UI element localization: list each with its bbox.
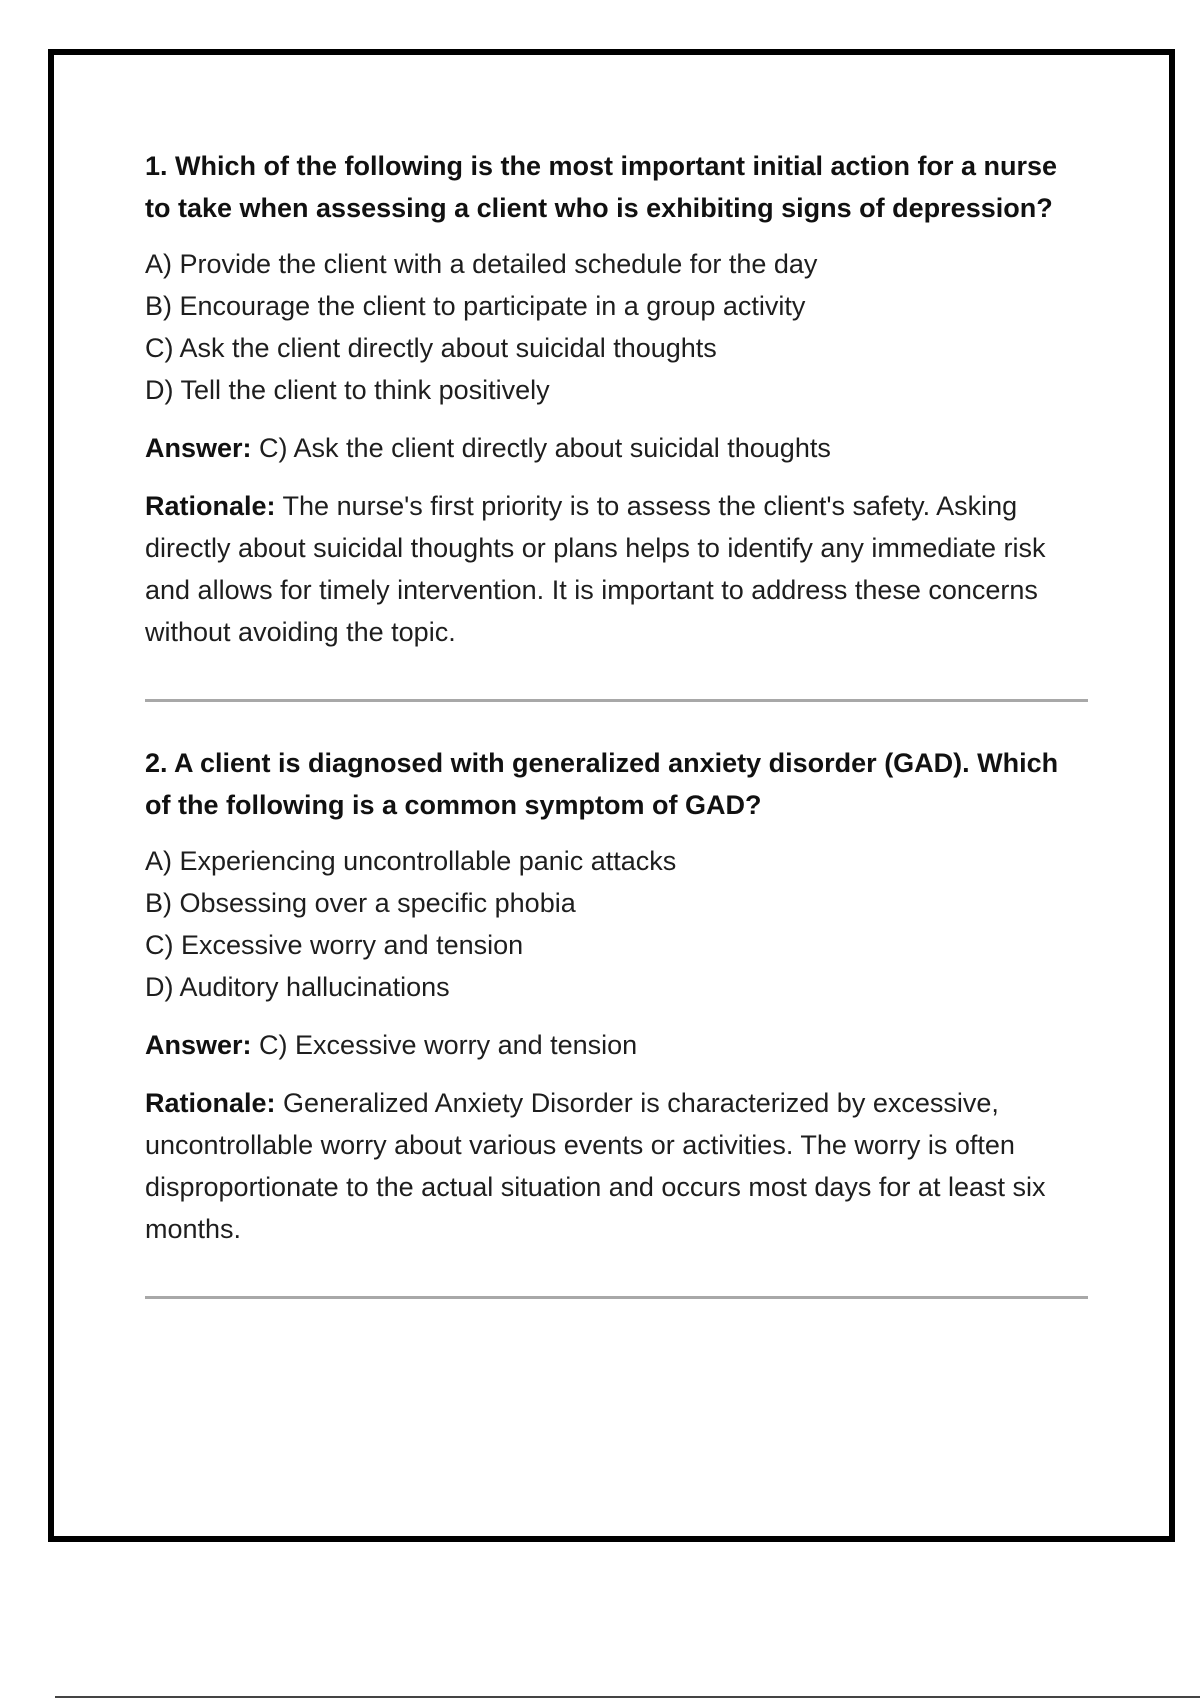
- rationale-label: Rationale:: [145, 491, 276, 521]
- option-a: A) Provide the client with a detailed schedule for the day: [145, 249, 818, 279]
- option-c: C) Excessive worry and tension: [145, 930, 524, 960]
- option-b: B) Obsessing over a specific phobia: [145, 888, 576, 918]
- section-divider: [145, 699, 1088, 702]
- answer-line: [145, 1024, 1090, 1066]
- answer-label: Answer:: [145, 1030, 252, 1060]
- option-b: B) Encourage the client to participate in a group activity: [145, 291, 806, 321]
- answer-line: [145, 427, 1090, 469]
- rationale-label: Rationale:: [145, 1088, 276, 1118]
- rationale-paragraph: [145, 1082, 1090, 1250]
- question-block-2: [145, 742, 1090, 1250]
- option-list: [145, 840, 1090, 1008]
- section-divider: [145, 1296, 1088, 1299]
- rationale-text: The nurse's first priority is to assess the client's safety. Asking directly about suicidal thoughts or plans helps to identify any immediate risk and allows for timely intervention. It is important to address these concerns without avoiding the topic.: [145, 491, 1046, 647]
- option-c: C) Ask the client directly about suicidal thoughts: [145, 333, 717, 363]
- answer-label: Answer:: [145, 433, 252, 463]
- question-block-1: [145, 145, 1090, 653]
- answer-text: C) Excessive worry and tension: [259, 1030, 638, 1060]
- option-list: [145, 243, 1090, 411]
- footer-rule: [55, 1696, 1200, 1698]
- rationale-text: Generalized Anxiety Disorder is characterized by excessive, uncontrollable worry about various events or activities. The worry is often disproportionate to the actual situation and occurs most days for at least six months.: [145, 1088, 1046, 1244]
- question-list: [145, 145, 1090, 1339]
- answer-text: C) Ask the client directly about suicidal thoughts: [259, 433, 831, 463]
- option-d: D) Tell the client to think positively: [145, 375, 550, 405]
- rationale-paragraph: [145, 485, 1090, 653]
- question-text: 2. A client is diagnosed with generalized anxiety disorder (GAD). Which of the following is a common symptom of GAD?: [145, 748, 1059, 820]
- option-a: A) Experiencing uncontrollable panic attacks: [145, 846, 677, 876]
- question-text: 1. Which of the following is the most important initial action for a nurse to take when assessing a client who is exhibiting signs of depression?: [145, 151, 1058, 223]
- option-d: D) Auditory hallucinations: [145, 972, 450, 1002]
